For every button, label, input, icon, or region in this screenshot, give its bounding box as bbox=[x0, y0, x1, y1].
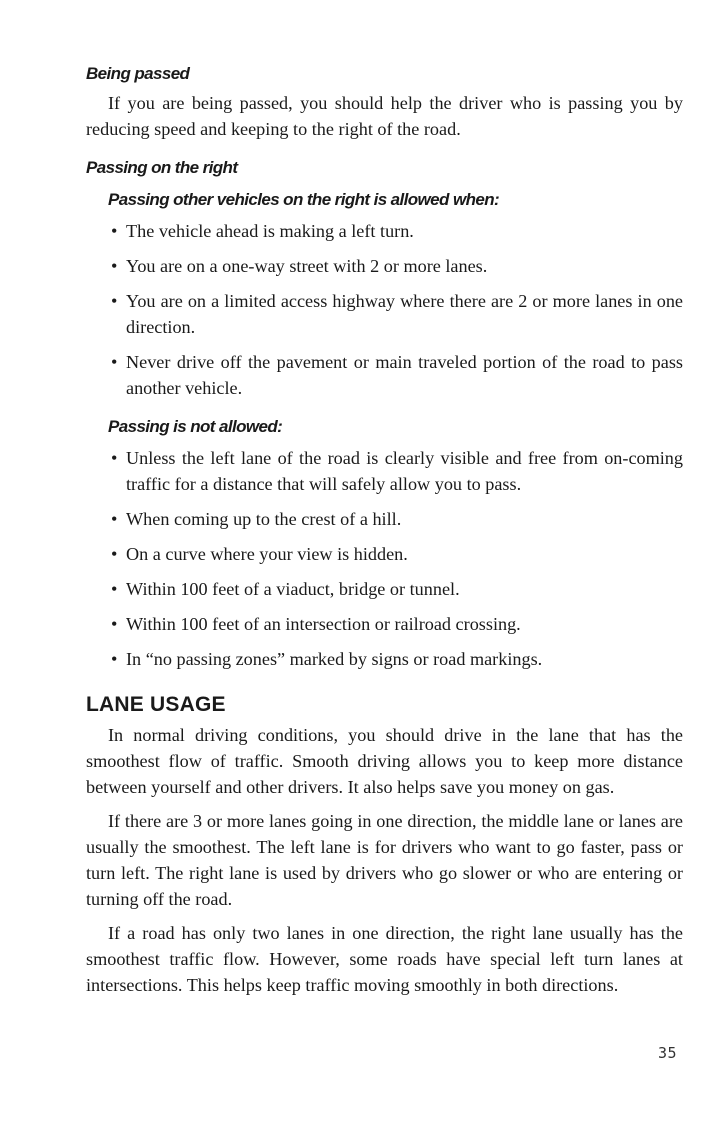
allowed-block bbox=[86, 188, 683, 401]
list-item-text: Within 100 feet of an intersection or railroad crossing. bbox=[126, 614, 521, 634]
passing-right-heading: Passing on the right bbox=[86, 158, 238, 177]
passing-right-section bbox=[86, 156, 683, 672]
list-item-text: Never drive off the pavement or main traveled portion of the road to pass another vehicle. bbox=[126, 352, 683, 398]
not-allowed-block bbox=[86, 415, 683, 672]
being-passed-paragraph: If you are being passed, you should help the driver who is passing you by reducing speed and keeping to the right of the road. bbox=[86, 93, 683, 139]
list-item bbox=[108, 253, 683, 279]
lane-usage-heading: LANE USAGE bbox=[86, 693, 226, 716]
list-item bbox=[108, 576, 683, 602]
bullet-icon: • bbox=[111, 291, 118, 311]
list-item-text: You are on a one-way street with 2 or more lanes. bbox=[126, 256, 488, 276]
allowed-heading: Passing other vehicles on the right is allowed when: bbox=[108, 190, 500, 209]
not-allowed-heading: Passing is not allowed: bbox=[108, 417, 283, 436]
list-item bbox=[108, 541, 683, 567]
list-item bbox=[108, 445, 683, 497]
list-item-text: On a curve where your view is hidden. bbox=[126, 544, 408, 564]
not-allowed-list bbox=[108, 445, 683, 672]
bullet-icon: • bbox=[111, 579, 118, 599]
bullet-icon: • bbox=[111, 256, 118, 276]
list-item-text: When coming up to the crest of a hill. bbox=[126, 509, 402, 529]
allowed-list bbox=[108, 218, 683, 401]
list-item bbox=[108, 646, 683, 672]
bullet-icon: • bbox=[111, 352, 118, 372]
bullet-icon: • bbox=[111, 509, 118, 529]
bullet-icon: • bbox=[111, 448, 118, 468]
list-item bbox=[108, 349, 683, 401]
lane-usage-paragraph: If a road has only two lanes in one direction, the right lane usually has the smoothest traffic flow. However, some roads have special left turn lanes at intersections. This helps keep traffic moving smoothly in both directions. bbox=[86, 923, 683, 995]
bullet-icon: • bbox=[111, 544, 118, 564]
list-item-text: Within 100 feet of a viaduct, bridge or tunnel. bbox=[126, 579, 460, 599]
page-number: 35 bbox=[658, 1044, 678, 1062]
list-item bbox=[108, 288, 683, 340]
being-passed-heading: Being passed bbox=[86, 64, 190, 83]
lane-usage-paragraph: In normal driving conditions, you should drive in the lane that has the smoothest flow of traffic. Smooth driving allows you to keep more distance between yourself and other drivers. It also helps save you money on gas. bbox=[86, 725, 683, 797]
lane-usage-paragraph: If there are 3 or more lanes going in one direction, the middle lane or lanes are usually the smoothest. The left lane is for drivers who want to go faster, pass or turn left. The right lane is used by drivers who go slower or who are entering or turning off the road. bbox=[86, 811, 683, 909]
list-item bbox=[108, 506, 683, 532]
list-item bbox=[108, 218, 683, 244]
list-item-text: In “no passing zones” marked by signs or road markings. bbox=[126, 649, 543, 669]
list-item-text: The vehicle ahead is making a left turn. bbox=[126, 221, 414, 241]
being-passed-section bbox=[86, 62, 683, 142]
page-content bbox=[86, 62, 683, 998]
list-item bbox=[108, 611, 683, 637]
list-item-text: You are on a limited access highway where there are 2 or more lanes in one direction. bbox=[126, 291, 683, 337]
bullet-icon: • bbox=[111, 221, 118, 241]
lane-usage-section bbox=[86, 692, 683, 998]
list-item-text: Unless the left lane of the road is clearly visible and free from on-coming traffic for a distance that will safely allow you to pass. bbox=[126, 448, 683, 494]
bullet-icon: • bbox=[111, 614, 118, 634]
bullet-icon: • bbox=[111, 649, 118, 669]
